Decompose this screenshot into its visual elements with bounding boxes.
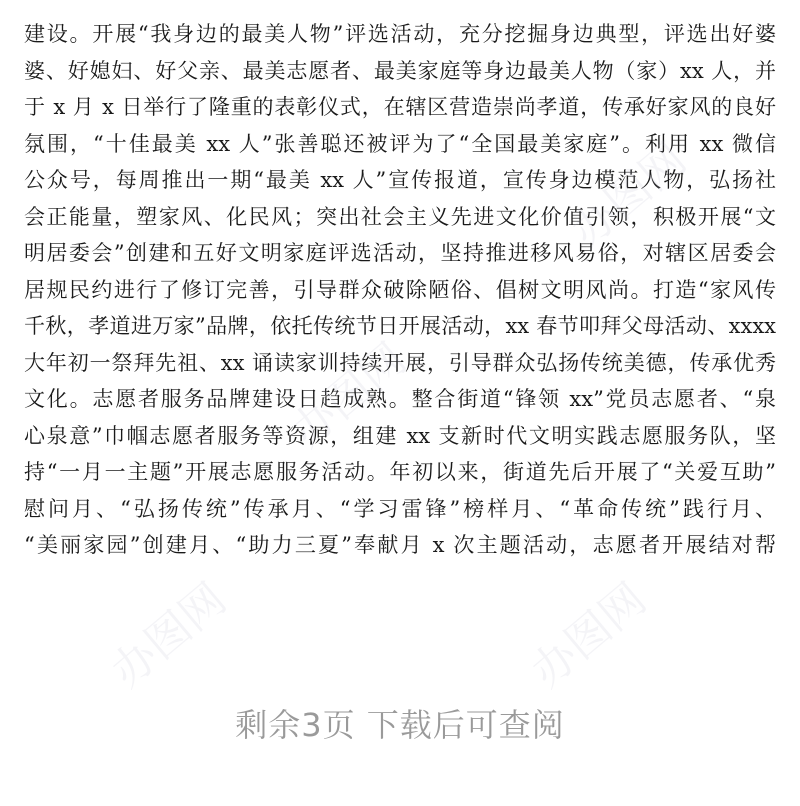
text-line: 居规民约进行了修订完善，引导群众破除陋俗、倡树文明风尚。打造“家风传 xyxy=(24,277,776,302)
watermark: 办图网 xyxy=(101,573,236,698)
text-line: 婆、好媳妇、好父亲、最美志愿者、最美家庭等身边最美人物（家）xx 人，并 xyxy=(24,58,776,83)
text-line: 于 x 月 x 日举行了隆重的表彰仪式，在辖区营造崇尚孝道，传承好家风的良好 xyxy=(24,95,776,119)
watermark: 办图网 xyxy=(281,333,416,458)
text-line: 明居委会”创建和五好文明家庭评选活动，坚持推进移风易俗，对辖区居委会 xyxy=(24,241,776,265)
text-line: “美丽家园”创建月、“助力三夏”奉献月 x 次主题活动，志愿者开展结对帮 xyxy=(24,533,776,557)
text-line: 千秋，孝道进万家”品牌，依托传统节日开展活动，xx 春节叩拜父母活动、xxxx xyxy=(24,314,776,338)
text-line: 公众号，每周推出一期“最美 xx 人”宣传报道，宣传身边模范人物，弘扬社 xyxy=(24,168,776,192)
remaining-pages-notice[interactable]: 剩余3页 下载后可查阅 xyxy=(235,706,565,744)
text-line: 文化。志愿者服务品牌建设日趋成熟。整合街道“锋领 xx”党员志愿者、“泉 xyxy=(24,387,776,411)
watermark: 办图网 xyxy=(561,133,696,258)
text-line: 氛围，“十佳最美 xx 人”张善聪还被评为了“全国最美家庭”。利用 xx 微信 xyxy=(24,131,776,156)
text-line: 会正能量，塑家风、化民风；突出社会主义先进文化价值引领，积极开展“文 xyxy=(24,204,776,229)
text-line: 持“一月一主题”开展志愿服务活动。年初以来，街道先后开展了“关爱互助” xyxy=(24,460,776,484)
text-line: 慰问月、“弘扬传统”传承月、“学习雷锋”榜样月、“革命传统”践行月、 xyxy=(24,496,776,521)
text-line: 大年初一祭拜先祖、xx 诵读家训持续开展，引导群众弘扬传统美德，传承优秀 xyxy=(24,350,776,375)
document-body xyxy=(24,16,776,564)
text-line: 心泉意”巾帼志愿者服务等资源，组建 xx 支新时代文明实践志愿服务队，坚 xyxy=(24,423,776,448)
watermark: 办图网 xyxy=(521,573,656,698)
partial-top-line xyxy=(24,0,776,10)
text-line: 建设。开展“我身边的最美人物”评选活动，充分挖掘身边典型，评选出好婆 xyxy=(24,22,776,46)
